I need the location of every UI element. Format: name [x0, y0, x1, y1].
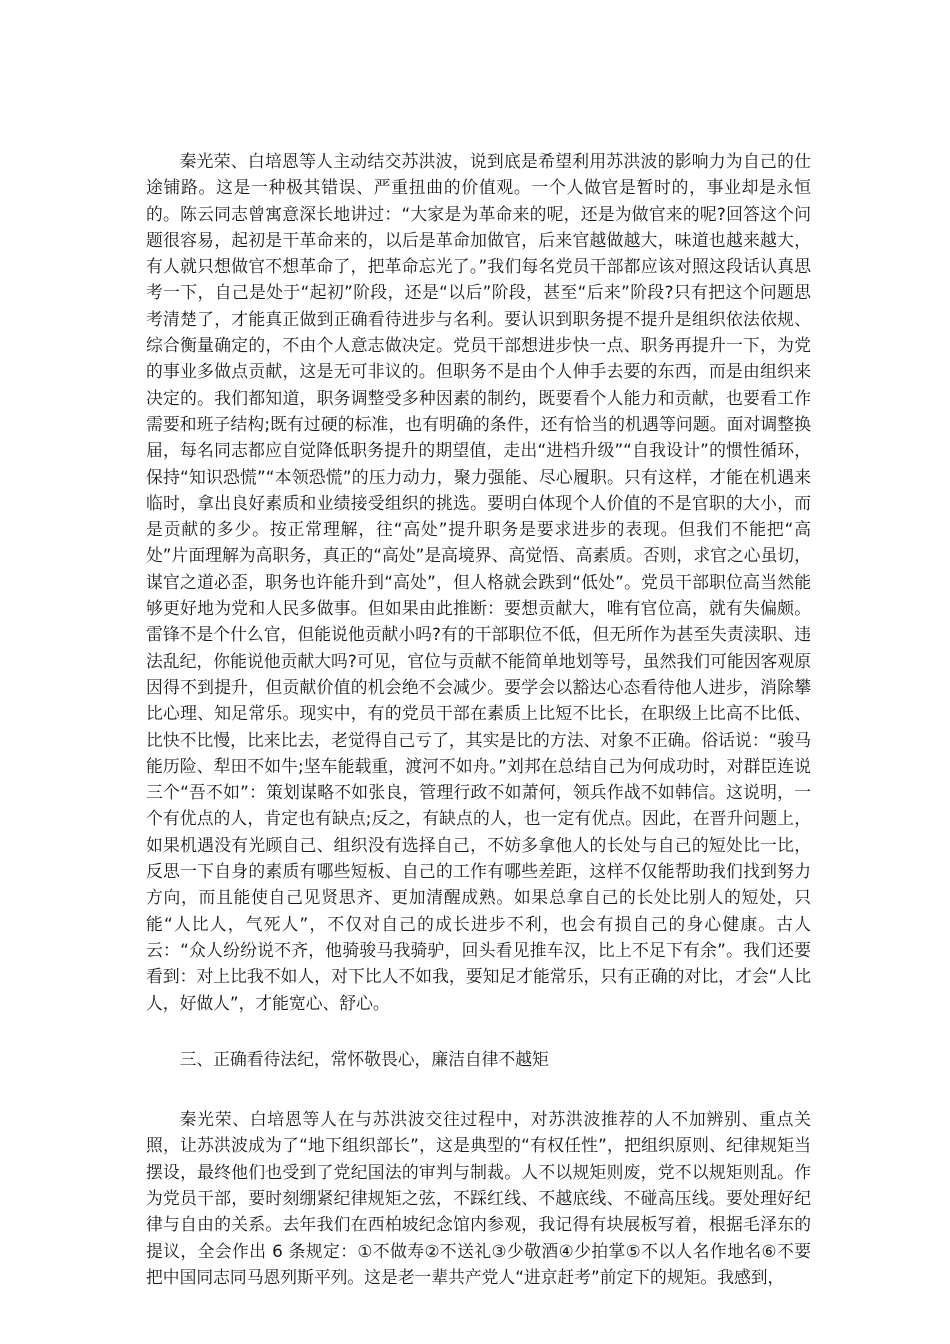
- body-paragraph: 秦光荣、白培恩等人主动结交苏洪波，说到底是希望利用苏洪波的影响力为自己的仕途铺路。这是一种极其错误、严重扭曲的价值观。一个人做官是暂时的，事业却是永恒的。陈云同志曾寓意深长地讲过：“大家是为革命来的呢，还是为做官来的呢?回答这个问题很容易，起初是干革命来的，以后是革命加做官，后来官越做越大，味道也越来越大，有人就只想做官不想革命了，把革命忘光了。”我们每名党员干部都应该对照这段话认真思考一下，自己是处于“起初”阶段，还是“以后”阶段，甚至“后来”阶段?只有把这个问题思考清楚了，才能真正做到正确看待进步与名利。要认识到职务提不提升是组织依法依规、综合衡量确定的，不由个人意志做决定。党员干部想进步快一点、职务再提升一下，为党的事业多做点贡献，这是无可非议的。但职务不是由个人伸手去要的东西，而是由组织来决定的。我们都知道，职务调整受多种因素的制约，既要看个人能力和贡献，也要看工作需要和班子结构;既有过硬的标准，也有明确的条件，还有恰当的机遇等问题。面对调整换届，每名同志都应自觉降低职务提升的期望值，走出“进档升级”“自我设计”的惯性循环，保持“知识恐慌”“本领恐慌”的压力动力，聚力强能、尽心履职。只有这样，才能在机遇来临时，拿出良好素质和业绩接受组织的挑选。要明白体现个人价值的不是官职的大小，而是贡献的多少。按正常理解，往“高处”提升职务是要求进步的表现。但我们不能把“高处”片面理解为高职务，真正的“高处”是高境界、高觉悟、高素质。否则，求官之心虽切，谋官之道必歪，职务也许能升到“高处”，但人格就会跌到“低处”。党员干部职位高当然能够更好地为党和人民多做事。但如果由此推断：要想贡献大，唯有官位高，就有失偏颇。雷锋不是个什么官，但能说他贡献小吗?有的干部职位不低，但无所作为甚至失责渎职、违法乱纪，你能说他贡献大吗?可见，官位与贡献不能简单地划等号，虽然我们可能因客观原因得不到提升，但贡献价值的机会绝不会减少。要学会以豁达心态看待他人进步，消除攀比心理、知足常乐。现实中，有的党员干部在素质上比短不比长，在职级上比高不比低、比快不比慢，比来比去，老觉得自己亏了，其实是比的方法、对象不正确。俗话说：“骏马能历险、犁田不如牛;坚车能载重，渡河不如舟。”刘邦在总结自己为何成功时，对群臣连说三个“吾不如”：策划谋略不如张良，管理行政不如萧何，领兵作战不如韩信。这说明，一个有优点的人，肯定也有缺点;反之，有缺点的人，也一定有优点。因此，在晋升问题上，如果机遇没有光顾自己、组织没有选择自己，不妨多拿他人的长处与自己的短处比一比，反思一下自身的素质有哪些短板、自己的工作有哪些差距，这样不仅能帮助我们找到努力方向，而且能使自己见贤思齐、更加清醒成熟。如果总拿自己的长处比别人的短处，只能“人比人，气死人”，不仅对自己的成长进步不利，也会有损自己的身心健康。古人云：“众人纷纷说不齐，他骑骏马我骑驴，回头看见推车汉，比上不足下有余”。我们还要看到：对上比我不如人，对下比人不如我，要知足才能常乐，只有正确的对比，才会“人比人，好做人”，才能宽心、舒心。: [146, 151, 811, 1013]
- document-page: [146, 148, 811, 1290]
- section-heading: 三、正确看待法纪，常怀敬畏心，廉洁自律不越矩: [179, 1048, 549, 1069]
- body-paragraph: 秦光荣、白培恩等人在与苏洪波交往过程中，对苏洪波推荐的人不加辨别、重点关照，让苏洪波成为了“地下组织部长”，这是典型的“有权任性”，把组织原则、纪律规矩当摆设，最终他们也受到了党纪国法的审判与制裁。人不以规矩则废，党不以规矩则乱。作为党员干部，要时刻绷紧纪律规矩之弦，不踩红线、不越底线、不碰高压线。要处理好纪律与自由的关系。去年我们在西柏坡纪念馆内参观，我记得有块展板写着，根据毛泽东的提议，全会作出 6 条规定：①不做寿②不送礼③少敬酒④少拍掌⑤不以人名作地名⑥不要把中国同志同马恩列斯平列。这是老一辈共产党人“进京赶考”前定下的规矩。我感到，: [146, 1109, 811, 1287]
